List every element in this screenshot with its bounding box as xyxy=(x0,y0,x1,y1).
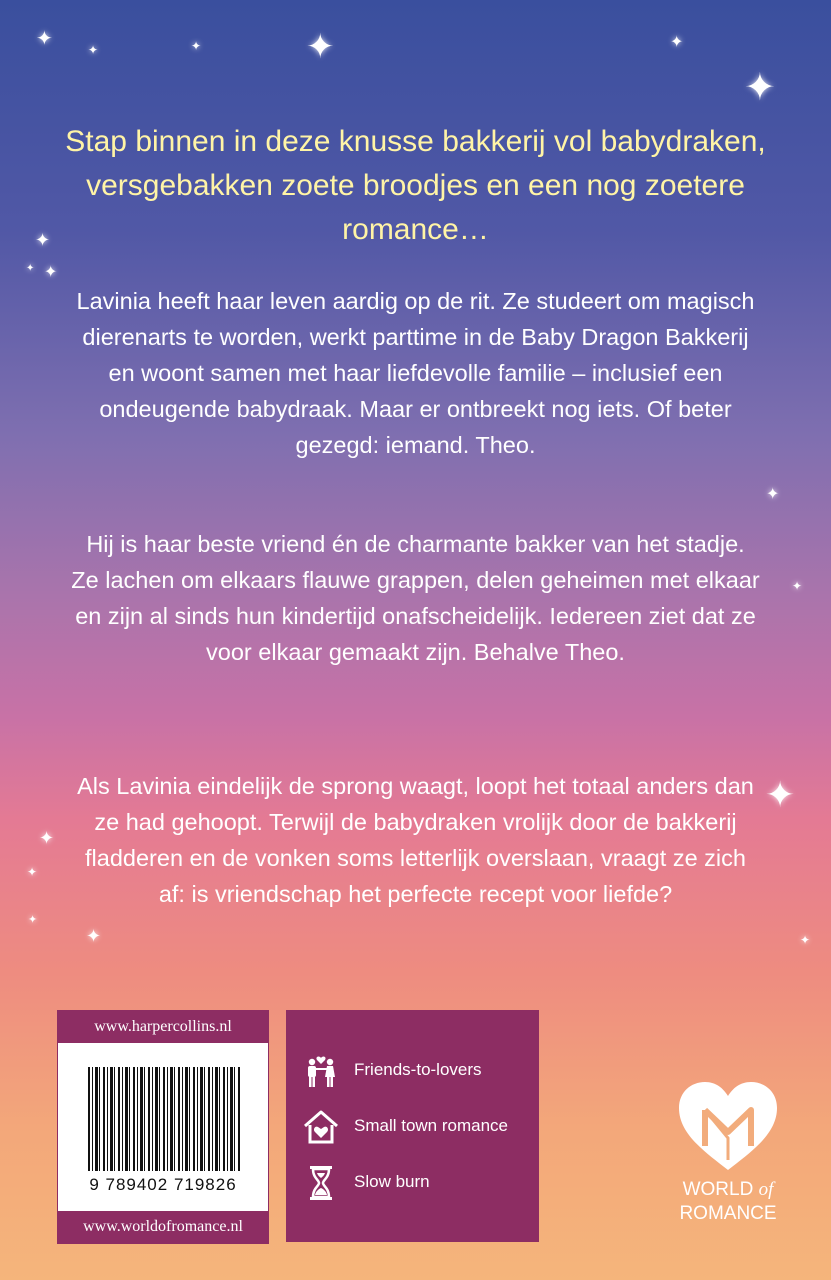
publisher-url: www.harpercollins.nl xyxy=(58,1011,268,1043)
star-icon: ✦ xyxy=(28,913,38,926)
star-icon: ✦ xyxy=(35,230,51,251)
brand-word-of: of xyxy=(758,1179,774,1200)
hourglass-icon xyxy=(302,1164,340,1202)
blurb-paragraph-2: Hij is haar beste vriend én de charmante bakker van het stadje. Ze lachen om elkaars flauwe grappen, delen geheimen met elkaar en zijn al sinds hun kindertijd onafscheidelijk. Iedereen ziet dat ze voor elkaar gemaakt zijn. Behalve Theo. xyxy=(71,531,760,665)
star-icon: ✦ xyxy=(306,27,335,67)
star-icon: ✦ xyxy=(88,43,99,57)
blurb-paragraph-3: Als Lavinia eindelijk de sprong waagt, loopt het totaal anders dan ze had gehoopt. Terwijl de babydraken vrolijk door de bakkerij fladderen en de vonken soms letterlijk overslaan, vraagt ze zich af: is vriendschap het perfecte recept voor liefde? xyxy=(77,773,754,907)
world-of-romance-logo xyxy=(669,1080,787,1240)
star-icon: ✦ xyxy=(792,579,803,593)
star-icon: ✦ xyxy=(44,262,58,281)
star-icon: ✦ xyxy=(36,26,53,50)
star-icon: ✦ xyxy=(766,484,780,503)
star-icon: ✦ xyxy=(26,263,35,274)
trope-label: Friends-to-lovers xyxy=(354,1060,482,1079)
trope-label: Small town romance xyxy=(354,1116,509,1135)
star-icon: ✦ xyxy=(191,39,202,53)
tropes-panel xyxy=(286,1010,539,1242)
trope-label: Slow burn xyxy=(354,1172,430,1191)
brand-word-romance: ROMANCE xyxy=(679,1203,777,1224)
star-icon: ✦ xyxy=(670,32,684,51)
barcode-icon xyxy=(88,1067,242,1171)
couple-icon xyxy=(302,1052,340,1090)
brand-word-world: WORLD xyxy=(682,1179,754,1200)
house-heart-icon xyxy=(302,1108,340,1146)
star-icon: ✦ xyxy=(800,933,811,947)
series-url: www.worldofromance.nl xyxy=(58,1211,268,1243)
trope-item xyxy=(302,1052,532,1092)
star-icon: ✦ xyxy=(86,926,102,947)
star-icon: ✦ xyxy=(765,775,796,816)
star-icon: ✦ xyxy=(27,865,38,879)
tagline: Stap binnen in deze knusse bakkerij vol babydraken, versgebakken zoete broodjes en een nog zoetere romance… xyxy=(65,125,766,246)
star-icon: ✦ xyxy=(39,828,55,849)
barcode-panel xyxy=(57,1010,269,1244)
star-icon: ✦ xyxy=(744,65,776,109)
trope-item xyxy=(302,1108,532,1148)
trope-item xyxy=(302,1164,532,1204)
brand-name xyxy=(669,1178,787,1226)
isbn-digits: 9 789402 719826 xyxy=(89,1175,237,1194)
heart-logo-icon xyxy=(675,1080,781,1172)
blurb-paragraph-1: Lavinia heeft haar leven aardig op de rit. Ze studeert om magisch dierenarts te worden, werkt parttime in de Baby Dragon Bakkerij en woont samen met haar liefdevolle familie – inclusief een ondeugende babydraak. Maar er ontbreekt nog iets. Of beter gezegd: iemand. Theo. xyxy=(76,288,755,458)
